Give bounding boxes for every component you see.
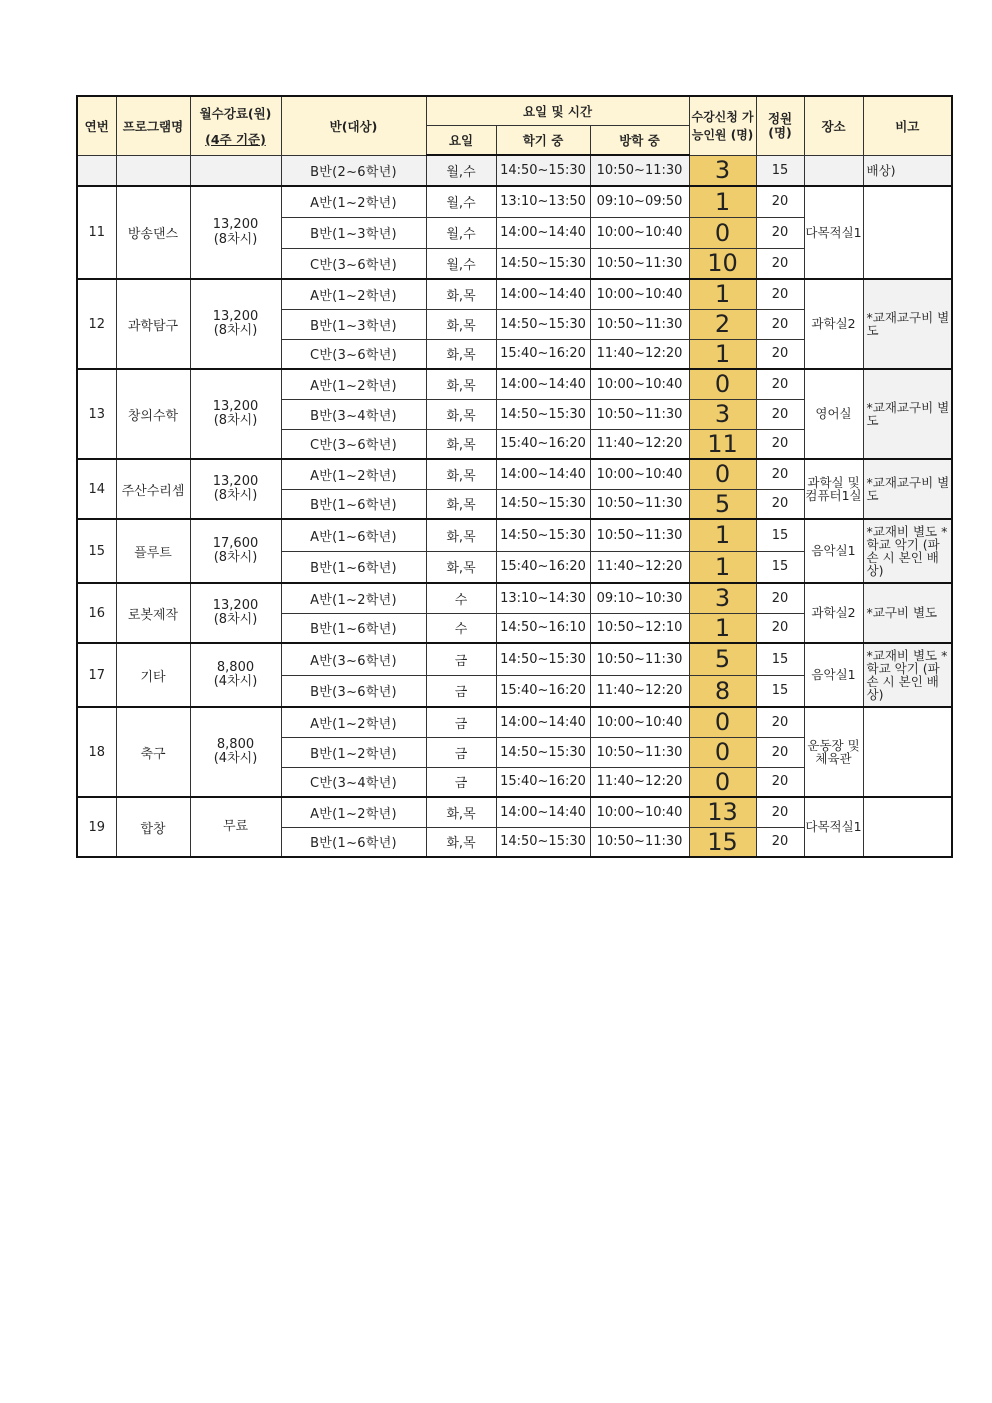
no-cell: 14: [77, 459, 116, 519]
class-cell: C반(3~6학년): [281, 339, 426, 369]
available-count-cell: 0: [689, 369, 756, 399]
semester-time-cell: 13:10~13:50: [496, 186, 590, 217]
place-cell: 다목적실1: [804, 186, 863, 279]
available-count-cell: 10: [689, 248, 756, 279]
vacation-time-cell: 10:00~10:40: [590, 707, 689, 737]
fee-sessions: (8차시): [213, 550, 258, 565]
note-cell: *교재비 별도 *학교 악기 (파손 시 본인 배상): [863, 519, 952, 583]
vacation-time-cell: 10:00~10:40: [590, 459, 689, 489]
available-count-cell: 15: [689, 827, 756, 857]
day-cell: 화,목: [426, 279, 496, 309]
program-cell: 주산수리셈: [116, 459, 190, 519]
semester-time-cell: 14:50~15:30: [496, 643, 590, 675]
header-fee: [190, 96, 281, 155]
class-cell: B반(1~6학년): [281, 613, 426, 643]
day-cell: 금: [426, 737, 496, 767]
fee-cell: [190, 707, 281, 797]
class-cell: A반(3~6학년): [281, 643, 426, 675]
fee-cell: [190, 155, 281, 186]
place-cell: 다목적실1: [804, 797, 863, 857]
available-count-cell: 0: [689, 707, 756, 737]
place-cell: 음악실1: [804, 519, 863, 583]
class-cell: C반(3~4학년): [281, 767, 426, 797]
fee-sessions: (4차시): [213, 751, 258, 766]
vacation-time-cell: 10:50~11:30: [590, 827, 689, 857]
capacity-cell: 20: [756, 279, 804, 309]
no-cell: 12: [77, 279, 116, 369]
available-count-cell: 5: [689, 489, 756, 519]
vacation-time-cell: 10:50~11:30: [590, 737, 689, 767]
vacation-time-cell: 11:40~12:20: [590, 339, 689, 369]
day-cell: 화,목: [426, 827, 496, 857]
capacity-cell: 20: [756, 737, 804, 767]
fee-sessions: (8차시): [213, 488, 258, 503]
fee-cell: [190, 643, 281, 707]
place-cell: 과학실2: [804, 279, 863, 369]
day-cell: 화,목: [426, 429, 496, 459]
no-cell: 19: [77, 797, 116, 857]
capacity-cell: 20: [756, 186, 804, 217]
class-cell: B반(3~6학년): [281, 675, 426, 707]
vacation-time-cell: 11:40~12:20: [590, 767, 689, 797]
header-day: 요일: [426, 126, 496, 156]
capacity-cell: 15: [756, 519, 804, 551]
semester-time-cell: 15:40~16:20: [496, 339, 590, 369]
available-count-cell: 0: [689, 459, 756, 489]
semester-time-cell: 14:00~14:40: [496, 217, 590, 248]
no-cell: 15: [77, 519, 116, 583]
table-row: [77, 797, 952, 827]
header-program: 프로그램명: [116, 96, 190, 155]
fee-cell: [190, 186, 281, 279]
note-cell: [863, 186, 952, 279]
program-cell: 플루트: [116, 519, 190, 583]
fee-sessions: (4차시): [213, 674, 258, 689]
table-row: [77, 519, 952, 551]
class-cell: B반(1~6학년): [281, 489, 426, 519]
vacation-time-cell: 11:40~12:20: [590, 429, 689, 459]
no-cell: 13: [77, 369, 116, 459]
fee-cell: [190, 459, 281, 519]
day-cell: 수: [426, 583, 496, 613]
header-class: 반(대상): [281, 96, 426, 155]
capacity-cell: 20: [756, 827, 804, 857]
semester-time-cell: 15:40~16:20: [496, 675, 590, 707]
vacation-time-cell: 10:00~10:40: [590, 369, 689, 399]
program-cell: [116, 155, 190, 186]
day-cell: 월,수: [426, 248, 496, 279]
program-cell: 합창: [116, 797, 190, 857]
note-cell: 배상): [863, 155, 952, 186]
program-schedule-table: [76, 95, 953, 858]
header-vacation: 방학 중: [590, 126, 689, 156]
capacity-cell: 15: [756, 551, 804, 583]
day-cell: 금: [426, 707, 496, 737]
day-cell: 화,목: [426, 369, 496, 399]
class-cell: C반(3~6학년): [281, 248, 426, 279]
available-count-cell: 3: [689, 583, 756, 613]
program-cell: 방송댄스: [116, 186, 190, 279]
program-cell: 창의수학: [116, 369, 190, 459]
table-row: [77, 583, 952, 613]
place-cell: 운동장 및 체육관: [804, 707, 863, 797]
available-count-cell: 8: [689, 675, 756, 707]
capacity-cell: 20: [756, 399, 804, 429]
place-cell: 과학실2: [804, 583, 863, 643]
capacity-cell: 20: [756, 217, 804, 248]
no-cell: 18: [77, 707, 116, 797]
fee-amount: 13,200: [212, 398, 259, 414]
fee-cell: [190, 519, 281, 583]
available-count-cell: 13: [689, 797, 756, 827]
day-cell: 화,목: [426, 459, 496, 489]
fee-amount: 13,200: [212, 308, 259, 324]
class-cell: A반(1~2학년): [281, 369, 426, 399]
day-cell: 월,수: [426, 217, 496, 248]
vacation-time-cell: 11:40~12:20: [590, 675, 689, 707]
day-cell: 화,목: [426, 519, 496, 551]
vacation-time-cell: 10:00~10:40: [590, 797, 689, 827]
class-cell: B반(3~4학년): [281, 399, 426, 429]
available-count-cell: 1: [689, 186, 756, 217]
semester-time-cell: 14:50~15:30: [496, 399, 590, 429]
table-row: [77, 643, 952, 675]
available-count-cell: 3: [689, 155, 756, 186]
header-place: 장소: [804, 96, 863, 155]
class-cell: B반(2~6학년): [281, 155, 426, 186]
program-cell: 축구: [116, 707, 190, 797]
class-cell: A반(1~2학년): [281, 797, 426, 827]
fee-sessions: (8차시): [213, 413, 258, 428]
day-cell: 화,목: [426, 399, 496, 429]
semester-time-cell: 14:00~14:40: [496, 797, 590, 827]
class-cell: C반(3~6학년): [281, 429, 426, 459]
no-cell: 16: [77, 583, 116, 643]
vacation-time-cell: 09:10~10:30: [590, 583, 689, 613]
fee-amount: 13,200: [212, 473, 259, 489]
day-cell: 화,목: [426, 489, 496, 519]
class-cell: B반(1~3학년): [281, 309, 426, 339]
place-cell: 과학실 및 컴퓨터1실: [804, 459, 863, 519]
semester-time-cell: 14:50~15:30: [496, 155, 590, 186]
capacity-cell: 20: [756, 339, 804, 369]
vacation-time-cell: 10:50~11:30: [590, 155, 689, 186]
day-cell: 금: [426, 767, 496, 797]
semester-time-cell: 13:10~14:30: [496, 583, 590, 613]
place-cell: [804, 155, 863, 186]
semester-time-cell: 14:00~14:40: [496, 279, 590, 309]
capacity-cell: 20: [756, 583, 804, 613]
available-count-cell: 0: [689, 767, 756, 797]
semester-time-cell: 14:00~14:40: [496, 369, 590, 399]
fee-cell: [190, 797, 281, 857]
capacity-cell: 20: [756, 707, 804, 737]
class-cell: B반(1~6학년): [281, 827, 426, 857]
available-count-cell: 1: [689, 279, 756, 309]
day-cell: 화,목: [426, 797, 496, 827]
semester-time-cell: 14:50~15:30: [496, 489, 590, 519]
day-cell: 금: [426, 675, 496, 707]
table-row: [77, 707, 952, 737]
header-fee-label: 월수강료(원): [199, 105, 272, 121]
note-cell: *교재교구비 별도: [863, 459, 952, 519]
day-cell: 월,수: [426, 155, 496, 186]
header-note: 비고: [863, 96, 952, 155]
header-fee-basis: (4주 기준): [205, 131, 266, 147]
note-cell: *교재교구비 별도: [863, 279, 952, 369]
semester-time-cell: 14:50~15:30: [496, 519, 590, 551]
no-cell: 11: [77, 186, 116, 279]
vacation-time-cell: 10:50~11:30: [590, 643, 689, 675]
available-count-cell: 1: [689, 519, 756, 551]
available-count-cell: 5: [689, 643, 756, 675]
capacity-cell: 20: [756, 767, 804, 797]
capacity-cell: 15: [756, 155, 804, 186]
day-cell: 화,목: [426, 309, 496, 339]
program-cell: 과학탐구: [116, 279, 190, 369]
note-cell: *교재비 별도 *학교 악기 (파손 시 본인 배상): [863, 643, 952, 707]
available-count-cell: 0: [689, 217, 756, 248]
header-schedule: 요일 및 시간: [426, 96, 689, 126]
header-capacity: 정원 (명): [756, 96, 804, 155]
semester-time-cell: 15:40~16:20: [496, 551, 590, 583]
table-row-continuation: [77, 155, 952, 186]
class-cell: A반(1~2학년): [281, 186, 426, 217]
fee-amount: 13,200: [212, 217, 259, 233]
fee-amount: 8,800: [216, 659, 255, 675]
available-count-cell: 2: [689, 309, 756, 339]
fee-amount: 17,600: [212, 535, 259, 551]
class-cell: A반(1~6학년): [281, 519, 426, 551]
class-cell: A반(1~2학년): [281, 707, 426, 737]
vacation-time-cell: 10:50~11:30: [590, 309, 689, 339]
no-cell: [77, 155, 116, 186]
available-count-cell: 1: [689, 339, 756, 369]
note-cell: [863, 797, 952, 857]
class-cell: B반(1~2학년): [281, 737, 426, 767]
header-no: 연번: [77, 96, 116, 155]
capacity-cell: 20: [756, 369, 804, 399]
no-cell: 17: [77, 643, 116, 707]
vacation-time-cell: 09:10~09:50: [590, 186, 689, 217]
class-cell: B반(1~3학년): [281, 217, 426, 248]
table-row: [77, 186, 952, 217]
class-cell: A반(1~2학년): [281, 279, 426, 309]
capacity-cell: 20: [756, 459, 804, 489]
note-cell: *교재교구비 별도: [863, 369, 952, 459]
capacity-cell: 20: [756, 248, 804, 279]
available-count-cell: 1: [689, 613, 756, 643]
capacity-cell: 20: [756, 489, 804, 519]
program-cell: 기타: [116, 643, 190, 707]
fee-amount: 13,200: [212, 597, 259, 613]
place-cell: 음악실1: [804, 643, 863, 707]
day-cell: 수: [426, 613, 496, 643]
vacation-time-cell: 10:00~10:40: [590, 279, 689, 309]
class-cell: B반(1~6학년): [281, 551, 426, 583]
fee-cell: [190, 279, 281, 369]
fee-amount: 무료: [222, 818, 249, 834]
vacation-time-cell: 10:50~12:10: [590, 613, 689, 643]
fee-cell: [190, 583, 281, 643]
semester-time-cell: 14:50~15:30: [496, 309, 590, 339]
class-cell: A반(1~2학년): [281, 583, 426, 613]
semester-time-cell: 14:50~16:10: [496, 613, 590, 643]
semester-time-cell: 14:00~14:40: [496, 459, 590, 489]
class-cell: A반(1~2학년): [281, 459, 426, 489]
vacation-time-cell: 10:50~11:30: [590, 399, 689, 429]
available-count-cell: 3: [689, 399, 756, 429]
semester-time-cell: 14:50~15:30: [496, 827, 590, 857]
available-count-cell: 0: [689, 737, 756, 767]
semester-time-cell: 14:50~15:30: [496, 248, 590, 279]
vacation-time-cell: 10:50~11:30: [590, 489, 689, 519]
vacation-time-cell: 10:00~10:40: [590, 217, 689, 248]
vacation-time-cell: 10:50~11:30: [590, 248, 689, 279]
header-semester: 학기 중: [496, 126, 590, 156]
capacity-cell: 20: [756, 309, 804, 339]
capacity-cell: 15: [756, 675, 804, 707]
available-count-cell: 1: [689, 551, 756, 583]
vacation-time-cell: 10:50~11:30: [590, 519, 689, 551]
semester-time-cell: 15:40~16:20: [496, 429, 590, 459]
table-row: [77, 459, 952, 489]
fee-sessions: (8차시): [213, 231, 258, 247]
fee-sessions: (8차시): [213, 323, 258, 338]
note-cell: [863, 707, 952, 797]
semester-time-cell: 14:00~14:40: [496, 707, 590, 737]
fee-cell: [190, 369, 281, 459]
capacity-cell: 20: [756, 613, 804, 643]
semester-time-cell: 14:50~15:30: [496, 737, 590, 767]
table-row: [77, 279, 952, 309]
note-cell: *교구비 별도: [863, 583, 952, 643]
fee-sessions: (8차시): [213, 612, 258, 627]
day-cell: 월,수: [426, 186, 496, 217]
program-cell: 로봇제작: [116, 583, 190, 643]
place-cell: 영어실: [804, 369, 863, 459]
available-count-cell: 11: [689, 429, 756, 459]
capacity-cell: 15: [756, 643, 804, 675]
semester-time-cell: 15:40~16:20: [496, 767, 590, 797]
day-cell: 금: [426, 643, 496, 675]
table-row: [77, 369, 952, 399]
header-available: 수강신청 가능인원 (명): [689, 96, 756, 155]
vacation-time-cell: 11:40~12:20: [590, 551, 689, 583]
day-cell: 화,목: [426, 339, 496, 369]
fee-amount: 8,800: [216, 736, 255, 752]
capacity-cell: 20: [756, 797, 804, 827]
capacity-cell: 20: [756, 429, 804, 459]
day-cell: 화,목: [426, 551, 496, 583]
